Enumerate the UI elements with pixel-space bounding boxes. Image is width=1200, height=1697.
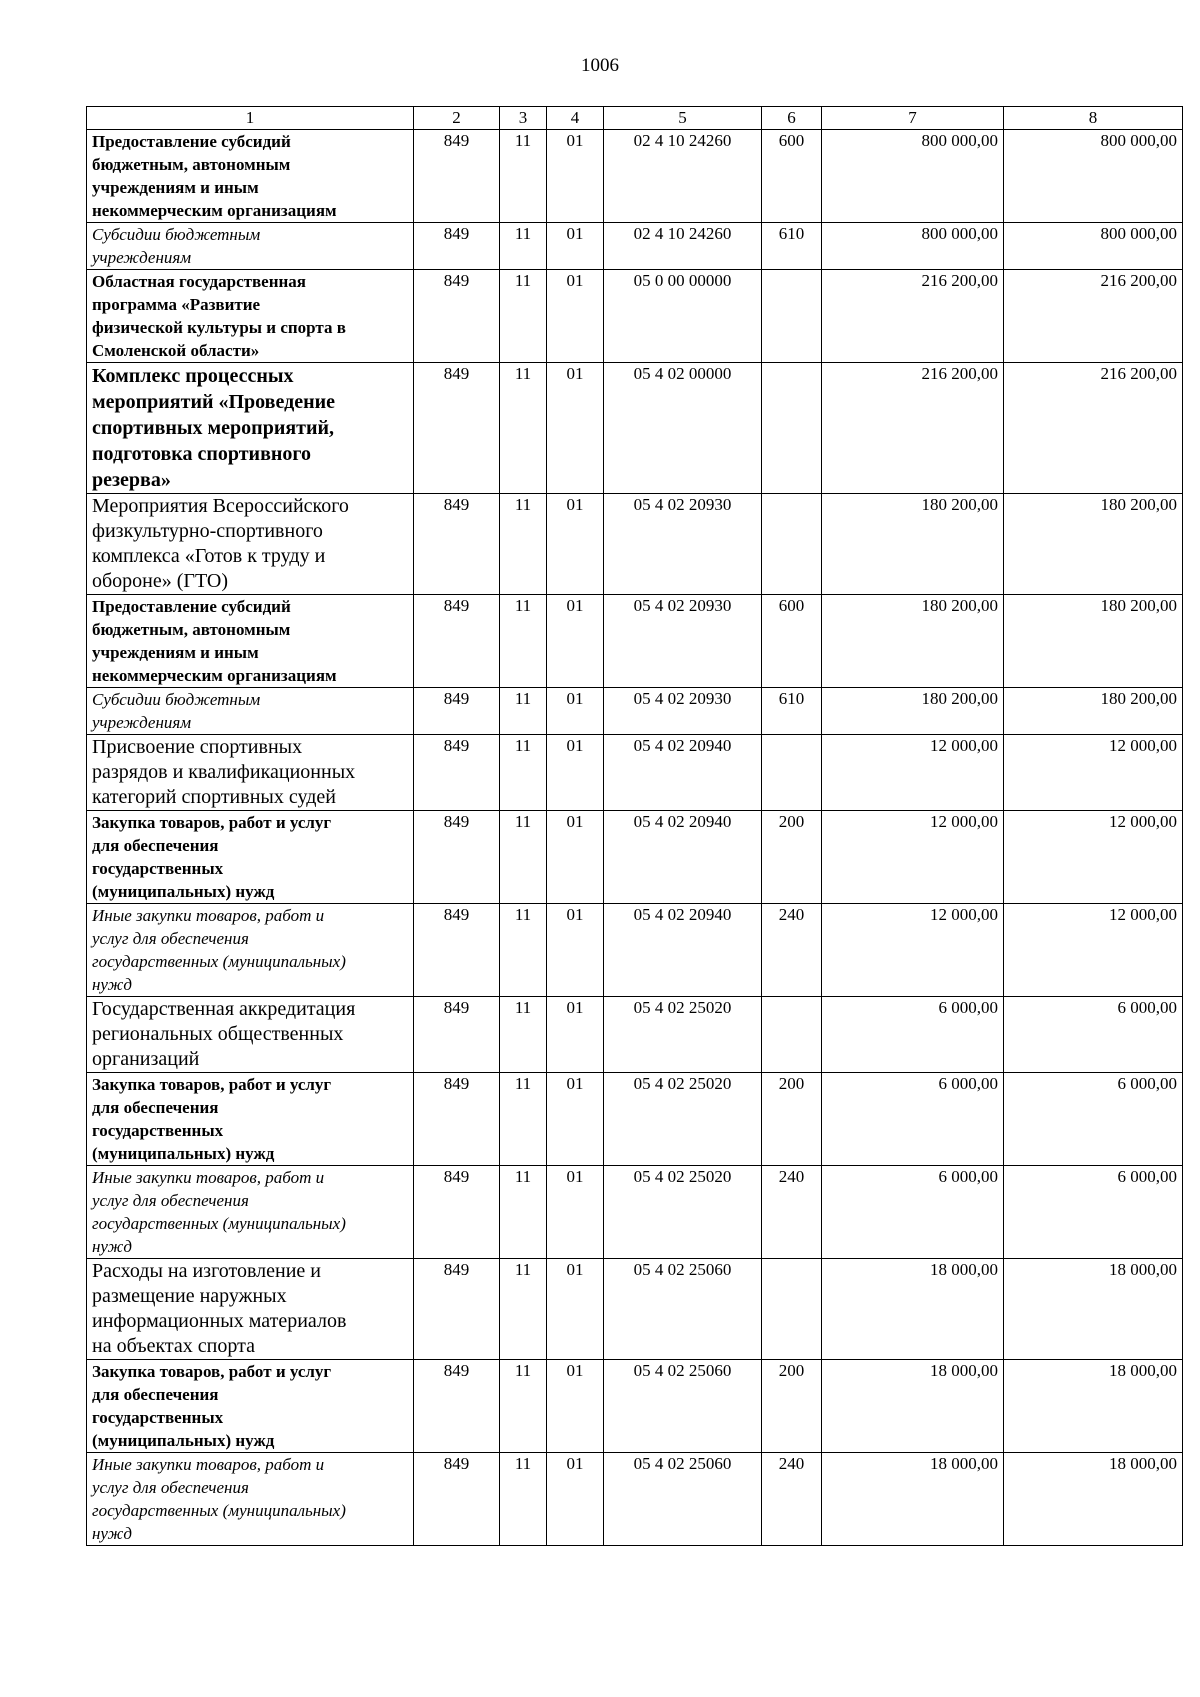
ministry-code-cell: 849 [414,1259,500,1360]
row-name-line: Присвоение спортивных [92,736,303,758]
section-cell: 11 [500,1453,547,1546]
subsection-cell: 01 [547,494,604,595]
row-name-line: государственных (муниципальных) [92,1501,346,1520]
expense-type-cell: 200 [762,1360,822,1453]
table-row [87,130,1183,223]
ministry-code-cell: 849 [414,1360,500,1453]
table-row [87,1166,1183,1259]
table-row [87,1453,1183,1546]
row-name-line: нужд [92,1237,132,1256]
expense-type-cell [762,1259,822,1360]
target-article-cell: 05 4 02 20930 [604,494,762,595]
row-name-line: Иные закупки товаров, работ и [92,906,325,925]
table-row [87,735,1183,811]
row-name-cell [87,735,414,811]
row-name-line: Смоленской области» [92,341,260,360]
amount-year1-cell: 216 200,00 [822,270,1004,363]
header-cell-5: 5 [604,107,762,130]
amount-year1-cell: 216 200,00 [822,363,1004,494]
amount-year2-cell: 800 000,00 [1004,223,1183,270]
row-name-cell [87,595,414,688]
header-cell-3: 3 [500,107,547,130]
row-name-line: Мероприятия Всероссийского [92,495,349,517]
header-cell-6: 6 [762,107,822,130]
row-name-line: Комплекс процессных [92,365,294,387]
row-name-line: (муниципальных) нужд [92,1144,275,1163]
target-article-cell: 05 4 02 20930 [604,688,762,735]
row-name-line: нужд [92,1524,132,1543]
amount-year1-cell: 180 200,00 [822,688,1004,735]
row-name-line: учреждениям и иным [92,643,259,662]
section-cell: 11 [500,997,547,1073]
table-row [87,1360,1183,1453]
expense-type-cell: 600 [762,130,822,223]
target-article-cell: 05 4 02 20940 [604,904,762,997]
target-article-cell: 05 4 02 25060 [604,1259,762,1360]
amount-year2-cell: 180 200,00 [1004,595,1183,688]
section-cell: 11 [500,363,547,494]
row-name-line: услуг для обеспечения [92,1191,249,1210]
row-name-line: некоммерческим организациям [92,666,337,685]
row-name-line: Расходы на изготовление и [92,1260,322,1282]
amount-year2-cell: 18 000,00 [1004,1360,1183,1453]
row-name-line: для обеспечения [92,836,219,855]
row-name-line: учреждениям [92,713,192,732]
subsection-cell: 01 [547,1259,604,1360]
section-cell: 11 [500,1259,547,1360]
amount-year1-cell: 180 200,00 [822,494,1004,595]
ministry-code-cell: 849 [414,1166,500,1259]
amount-year1-cell: 6 000,00 [822,997,1004,1073]
ministry-code-cell: 849 [414,595,500,688]
expense-type-cell [762,735,822,811]
amount-year1-cell: 12 000,00 [822,735,1004,811]
row-name-line: категорий спортивных судей [92,786,336,808]
row-name-cell [87,130,414,223]
row-name-line: Субсидии бюджетным [92,225,261,244]
table-row [87,1073,1183,1166]
row-name-line: для обеспечения [92,1385,219,1404]
table-row [87,811,1183,904]
target-article-cell: 05 4 02 20930 [604,595,762,688]
section-cell: 11 [500,688,547,735]
row-name-line: программа «Развитие [92,295,261,314]
expense-type-cell: 610 [762,223,822,270]
page-number: 1006 [581,55,619,76]
row-name-line: Предоставление субсидий [92,597,291,616]
target-article-cell: 02 4 10 24260 [604,130,762,223]
amount-year2-cell: 6 000,00 [1004,1166,1183,1259]
header-cell-8: 8 [1004,107,1183,130]
subsection-cell: 01 [547,1166,604,1259]
target-article-cell: 05 4 02 25020 [604,1073,762,1166]
section-cell: 11 [500,270,547,363]
table-row [87,223,1183,270]
row-name-line: региональных общественных [92,1023,344,1045]
header-cell-2: 2 [414,107,500,130]
row-name-line: (муниципальных) нужд [92,882,275,901]
ministry-code-cell: 849 [414,904,500,997]
target-article-cell: 05 4 02 00000 [604,363,762,494]
row-name-line: бюджетным, автономным [92,155,291,174]
row-name-cell [87,904,414,997]
amount-year2-cell: 180 200,00 [1004,688,1183,735]
subsection-cell: 01 [547,363,604,494]
row-name-line: Иные закупки товаров, работ и [92,1455,325,1474]
section-cell: 11 [500,595,547,688]
amount-year1-cell: 18 000,00 [822,1453,1004,1546]
target-article-cell: 05 4 02 25060 [604,1453,762,1546]
amount-year2-cell: 12 000,00 [1004,904,1183,997]
expense-type-cell: 240 [762,1166,822,1259]
amount-year1-cell: 12 000,00 [822,904,1004,997]
subsection-cell: 01 [547,1360,604,1453]
row-name-line: размещение наружных [92,1285,287,1307]
row-name-cell [87,1073,414,1166]
amount-year2-cell: 216 200,00 [1004,270,1183,363]
row-name-line: (муниципальных) нужд [92,1431,275,1450]
row-name-line: Областная государственная [92,272,306,291]
header-cell-1: 1 [87,107,414,130]
expense-type-cell [762,494,822,595]
ministry-code-cell: 849 [414,223,500,270]
section-cell: 11 [500,811,547,904]
expense-type-cell [762,363,822,494]
expense-type-cell: 240 [762,1453,822,1546]
ministry-code-cell: 849 [414,130,500,223]
target-article-cell: 05 0 00 00000 [604,270,762,363]
row-name-line: государственных [92,859,224,878]
amount-year1-cell: 18 000,00 [822,1259,1004,1360]
amount-year2-cell: 12 000,00 [1004,811,1183,904]
expense-type-cell [762,997,822,1073]
row-name-line: разрядов и квалификационных [92,761,356,783]
section-cell: 11 [500,1073,547,1166]
section-cell: 11 [500,1166,547,1259]
row-name-line: государственных [92,1408,224,1427]
row-name-line: Закупка товаров, работ и услуг [92,813,332,832]
row-name-cell [87,811,414,904]
expense-type-cell: 200 [762,1073,822,1166]
table-row [87,494,1183,595]
amount-year1-cell: 12 000,00 [822,811,1004,904]
row-name-cell [87,688,414,735]
table-row [87,997,1183,1073]
row-name-line: Государственная аккредитация [92,998,356,1020]
row-name-line: Иные закупки товаров, работ и [92,1168,325,1187]
row-name-line: подготовка спортивного [92,443,311,465]
expense-type-cell: 600 [762,595,822,688]
subsection-cell: 01 [547,1453,604,1546]
row-name-line: резерва» [92,469,171,491]
header-row [87,107,1183,130]
subsection-cell: 01 [547,811,604,904]
row-name-line: обороне» (ГТО) [92,570,229,592]
subsection-cell: 01 [547,130,604,223]
budget-table [86,106,1183,1546]
row-name-line: услуг для обеспечения [92,1478,249,1497]
row-name-line: Закупка товаров, работ и услуг [92,1075,332,1094]
row-name-cell [87,1259,414,1360]
subsection-cell: 01 [547,223,604,270]
amount-year2-cell: 12 000,00 [1004,735,1183,811]
ministry-code-cell: 849 [414,997,500,1073]
row-name-line: физической культуры и спорта в [92,318,346,337]
row-name-line: государственных [92,1121,224,1140]
row-name-line: бюджетным, автономным [92,620,291,639]
row-name-line: учреждениям [92,248,192,267]
amount-year1-cell: 18 000,00 [822,1360,1004,1453]
ministry-code-cell: 849 [414,270,500,363]
row-name-line: комплекса «Готов к труду и [92,545,326,567]
subsection-cell: 01 [547,595,604,688]
row-name-line: Предоставление субсидий [92,132,291,151]
ministry-code-cell: 849 [414,494,500,595]
row-name-line: некоммерческим организациям [92,201,337,220]
amount-year1-cell: 6 000,00 [822,1073,1004,1166]
target-article-cell: 05 4 02 25020 [604,997,762,1073]
table-row [87,363,1183,494]
row-name-line: Субсидии бюджетным [92,690,261,709]
subsection-cell: 01 [547,735,604,811]
row-name-line: информационных материалов [92,1310,347,1332]
row-name-line: для обеспечения [92,1098,219,1117]
section-cell: 11 [500,904,547,997]
table-row [87,270,1183,363]
target-article-cell: 02 4 10 24260 [604,223,762,270]
expense-type-cell: 240 [762,904,822,997]
amount-year1-cell: 180 200,00 [822,595,1004,688]
expense-type-cell: 610 [762,688,822,735]
table-row [87,1259,1183,1360]
ministry-code-cell: 849 [414,688,500,735]
header-cell-7: 7 [822,107,1004,130]
target-article-cell: 05 4 02 20940 [604,735,762,811]
expense-type-cell: 200 [762,811,822,904]
row-name-line: на объектах спорта [92,1335,255,1357]
subsection-cell: 01 [547,997,604,1073]
row-name-cell [87,1360,414,1453]
section-cell: 11 [500,735,547,811]
target-article-cell: 05 4 02 25060 [604,1360,762,1453]
row-name-line: услуг для обеспечения [92,929,249,948]
row-name-line: физкультурно-спортивного [92,520,323,542]
row-name-line: государственных (муниципальных) [92,1214,346,1233]
amount-year2-cell: 180 200,00 [1004,494,1183,595]
row-name-cell [87,363,414,494]
row-name-line: нужд [92,975,132,994]
row-name-cell [87,1453,414,1546]
amount-year2-cell: 18 000,00 [1004,1453,1183,1546]
row-name-line: спортивных мероприятий, [92,417,335,439]
row-name-line: организаций [92,1048,200,1070]
amount-year2-cell: 6 000,00 [1004,997,1183,1073]
subsection-cell: 01 [547,688,604,735]
row-name-cell [87,997,414,1073]
amount-year1-cell: 6 000,00 [822,1166,1004,1259]
subsection-cell: 01 [547,270,604,363]
target-article-cell: 05 4 02 20940 [604,811,762,904]
ministry-code-cell: 849 [414,1453,500,1546]
row-name-line: учреждениям и иным [92,178,259,197]
header-cell-4: 4 [547,107,604,130]
row-name-cell [87,1166,414,1259]
row-name-line: Закупка товаров, работ и услуг [92,1362,332,1381]
row-name-cell [87,270,414,363]
table-row [87,688,1183,735]
subsection-cell: 01 [547,904,604,997]
row-name-cell [87,223,414,270]
section-cell: 11 [500,223,547,270]
amount-year2-cell: 6 000,00 [1004,1073,1183,1166]
row-name-cell [87,494,414,595]
section-cell: 11 [500,130,547,223]
row-name-line: мероприятий «Проведение [92,391,335,413]
amount-year1-cell: 800 000,00 [822,130,1004,223]
row-name-line: государственных (муниципальных) [92,952,346,971]
subsection-cell: 01 [547,1073,604,1166]
table-row [87,904,1183,997]
ministry-code-cell: 849 [414,735,500,811]
target-article-cell: 05 4 02 25020 [604,1166,762,1259]
ministry-code-cell: 849 [414,363,500,494]
section-cell: 11 [500,1360,547,1453]
section-cell: 11 [500,494,547,595]
amount-year2-cell: 18 000,00 [1004,1259,1183,1360]
expense-type-cell [762,270,822,363]
amount-year2-cell: 800 000,00 [1004,130,1183,223]
table-row [87,595,1183,688]
amount-year1-cell: 800 000,00 [822,223,1004,270]
amount-year2-cell: 216 200,00 [1004,363,1183,494]
ministry-code-cell: 849 [414,1073,500,1166]
ministry-code-cell: 849 [414,811,500,904]
